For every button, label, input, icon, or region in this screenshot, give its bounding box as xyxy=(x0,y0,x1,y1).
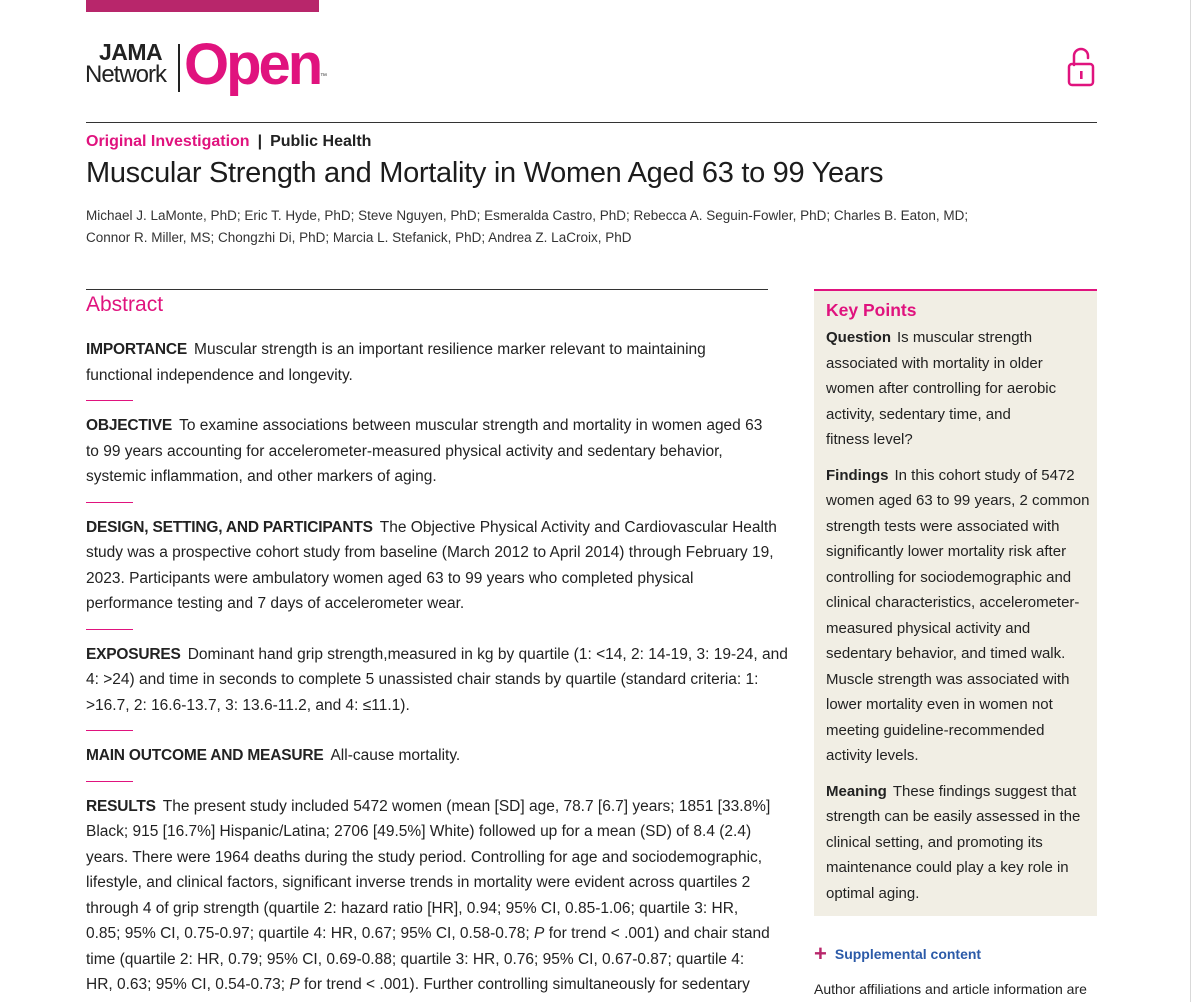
section-text: study was a prospective cohort study from baseline (March 2012 to April 2014) through February 19, xyxy=(86,544,774,561)
abstract-results xyxy=(86,794,776,998)
section-label: MAIN OUTCOME AND MEASURE xyxy=(86,747,324,764)
section-text: To examine associations between muscular strength and mortality in women aged 63 xyxy=(179,417,763,434)
unlocked-padlock-icon[interactable] xyxy=(1066,45,1096,87)
section-text: HR, 0.63; 95% CI, 0.54-0.73; xyxy=(86,976,286,993)
kp-text: fitness level? xyxy=(826,431,913,448)
kp-label: Findings xyxy=(826,466,889,484)
section-text: performance testing and 7 days of accelerometer wear. xyxy=(86,595,465,612)
kp-text: In this cohort study of 5472 xyxy=(894,466,1075,484)
subcategory-label[interactable]: Public Health xyxy=(270,133,372,150)
header-accent-bar xyxy=(86,0,319,12)
abstract-heading: Abstract xyxy=(86,293,164,316)
section-divider xyxy=(86,730,133,731)
section-label: EXPOSURES xyxy=(86,645,181,663)
kp-text: women aged 63 to 99 years, 2 common xyxy=(826,492,1090,509)
section-text: 2023. Participants were ambulatory women aged 63 to 99 years who completed physical xyxy=(86,569,694,587)
kp-text: optimal aging. xyxy=(826,884,920,902)
p-value-symbol: P xyxy=(289,976,300,993)
kp-text: measured physical activity and xyxy=(826,619,1031,637)
section-text: to 99 years accounting for accelerometer-measured physical activity and sedentary behavior, xyxy=(86,442,723,460)
key-points-box xyxy=(814,289,1097,916)
plus-icon: + xyxy=(814,941,827,966)
kp-text: clinical setting, and promoting its xyxy=(826,833,1043,851)
p-value-symbol: P xyxy=(534,925,545,942)
section-text: years. There were 1964 deaths during the study period. Controlling for age and sociodemographic, xyxy=(86,848,763,866)
kp-label: Meaning xyxy=(826,782,887,800)
kp-text: women after controlling for aerobic xyxy=(826,380,1057,397)
abstract-importance xyxy=(86,337,776,388)
abstract-main-outcome xyxy=(86,743,776,769)
kp-text: clinical characteristics, accelerometer- xyxy=(826,594,1080,611)
section-divider xyxy=(86,629,133,630)
logo-trademark: ™ xyxy=(320,73,327,80)
section-divider xyxy=(86,502,133,503)
kp-text: meeting guideline-recommended xyxy=(826,721,1045,739)
kp-text: sedentary behavior, and timed walk. xyxy=(826,645,1066,662)
key-points-title: Key Points xyxy=(826,300,917,320)
kp-text: strength tests were associated with xyxy=(826,517,1060,535)
kp-text: activity levels. xyxy=(826,747,919,764)
section-text: for trend < .001) and chair stand xyxy=(548,925,770,942)
section-divider xyxy=(86,781,133,782)
kp-text: These findings suggest that xyxy=(892,782,1077,800)
kp-text: controlling for sociodemographic and xyxy=(826,568,1072,586)
kp-text: activity, sedentary time, and xyxy=(826,405,1011,423)
abstract-design xyxy=(86,515,776,617)
kp-label: Question xyxy=(826,329,892,346)
kp-text: strength can be easily assessed in the xyxy=(826,808,1081,825)
section-text: The present study included 5472 women (mean [SD] age, 78.7 [6.7] years; 1851 [33.8%] xyxy=(162,797,771,815)
section-divider xyxy=(86,400,133,401)
key-points-body xyxy=(826,325,1088,906)
section-text: 0.85; 95% CI, 0.75-0.97; quartile 4: HR, 0.67; 95% CI, 0.58-0.78; xyxy=(86,925,530,942)
logo-open: Open xyxy=(184,32,321,97)
section-text: lifestyle, and clinical factors, significant inverse trends in mortality were evident across quartiles 2 xyxy=(86,874,751,891)
section-text: functional independence and longevity. xyxy=(86,366,353,384)
section-text: 4: >24) and time in seconds to complete 5 unassisted chair stands by quartile (standard criteria: 1: xyxy=(86,671,759,688)
article-title: Muscular Strength and Mortality in Women Aged 63 to 99 Years xyxy=(86,157,884,189)
section-text: All-cause mortality. xyxy=(330,747,461,764)
supplemental-label: Supplemental content xyxy=(834,946,982,962)
logo-jama: JAMA xyxy=(99,39,163,65)
section-label: RESULTS xyxy=(86,797,156,815)
key-points-meaning xyxy=(826,779,1088,907)
abstract-exposures xyxy=(86,642,788,719)
supplemental-content-link[interactable] xyxy=(814,941,982,966)
author-line: Michael J. LaMonte, PhD; Eric T. Hyde, PhD; Steve Nguyen, PhD; Esmeralda Castro, PhD; Rebecca A. Seguin-Fowler, PhD; Charles B. Eaton, MD; xyxy=(86,208,969,223)
section-text: Muscular strength is an important resilience marker relevant to maintaining xyxy=(194,341,706,358)
section-text: The Objective Physical Activity and Cardiovascular Health xyxy=(379,518,777,536)
section-text: Dominant hand grip strength,measured in kg by quartile (1: <14, 2: 14-19, 3: 19-24, and xyxy=(187,645,788,663)
section-text: Black; 915 [16.7%] Hispanic/Latina; 2706 [49.5%] White) followed up for a mean (SD) of 8.4 (2.4) xyxy=(86,823,752,840)
kp-text: Is muscular strength xyxy=(897,329,1033,346)
logo-divider xyxy=(178,44,180,92)
logo-network: Network xyxy=(85,61,167,88)
section-text: through 4 of grip strength (quartile 2: hazard ratio [HR], 0.94; 95% CI, 0.85-1.06; quartile 3: HR, xyxy=(86,899,739,917)
kp-text: lower mortality even in women not xyxy=(826,696,1053,713)
kp-text: Muscle strength was associated with xyxy=(826,670,1070,688)
page-edge xyxy=(1190,0,1191,1002)
section-text: systemic inflammation, and other markers of aging. xyxy=(86,468,437,485)
author-list xyxy=(86,205,986,248)
author-line: Connor R. Miller, MS; Chongzhi Di, PhD; Marcia L. Stefanick, PhD; Andrea Z. LaCroix, PhD xyxy=(86,229,632,245)
kp-text: associated with mortality in older xyxy=(826,354,1043,372)
abstract-rule xyxy=(86,289,768,290)
abstract-objective xyxy=(86,413,776,490)
section-label: OBJECTIVE xyxy=(86,417,173,434)
key-points-question xyxy=(826,325,1088,453)
section-text: time (quartile 2: HR, 0.79; 95% CI, 0.69-0.88; quartile 3: HR, 0.76; 95% CI, 0.67-0.87; quartile 4: xyxy=(86,950,745,968)
author-affiliations-note: Author affiliations and article information are xyxy=(814,981,1087,997)
abstract-body xyxy=(86,337,788,998)
category-separator: | xyxy=(257,133,263,150)
section-label: DESIGN, SETTING, AND PARTICIPANTS xyxy=(86,518,373,536)
kp-text: maintenance could play a key role in xyxy=(826,859,1069,876)
section-label: IMPORTANCE xyxy=(86,341,188,358)
category-label[interactable]: Original Investigation xyxy=(86,133,250,150)
section-text: for trend < .001). Further controlling simultaneously for sedentary xyxy=(304,976,750,993)
kp-text: significantly lower mortality risk after xyxy=(826,543,1067,560)
article-category xyxy=(86,132,371,152)
key-points-findings xyxy=(826,463,1088,769)
header-rule xyxy=(86,122,1097,123)
section-text: >16.7, 2: 16.6-13.7, 3: 13.6-11.2, and 4: ≤11.1). xyxy=(86,696,410,714)
